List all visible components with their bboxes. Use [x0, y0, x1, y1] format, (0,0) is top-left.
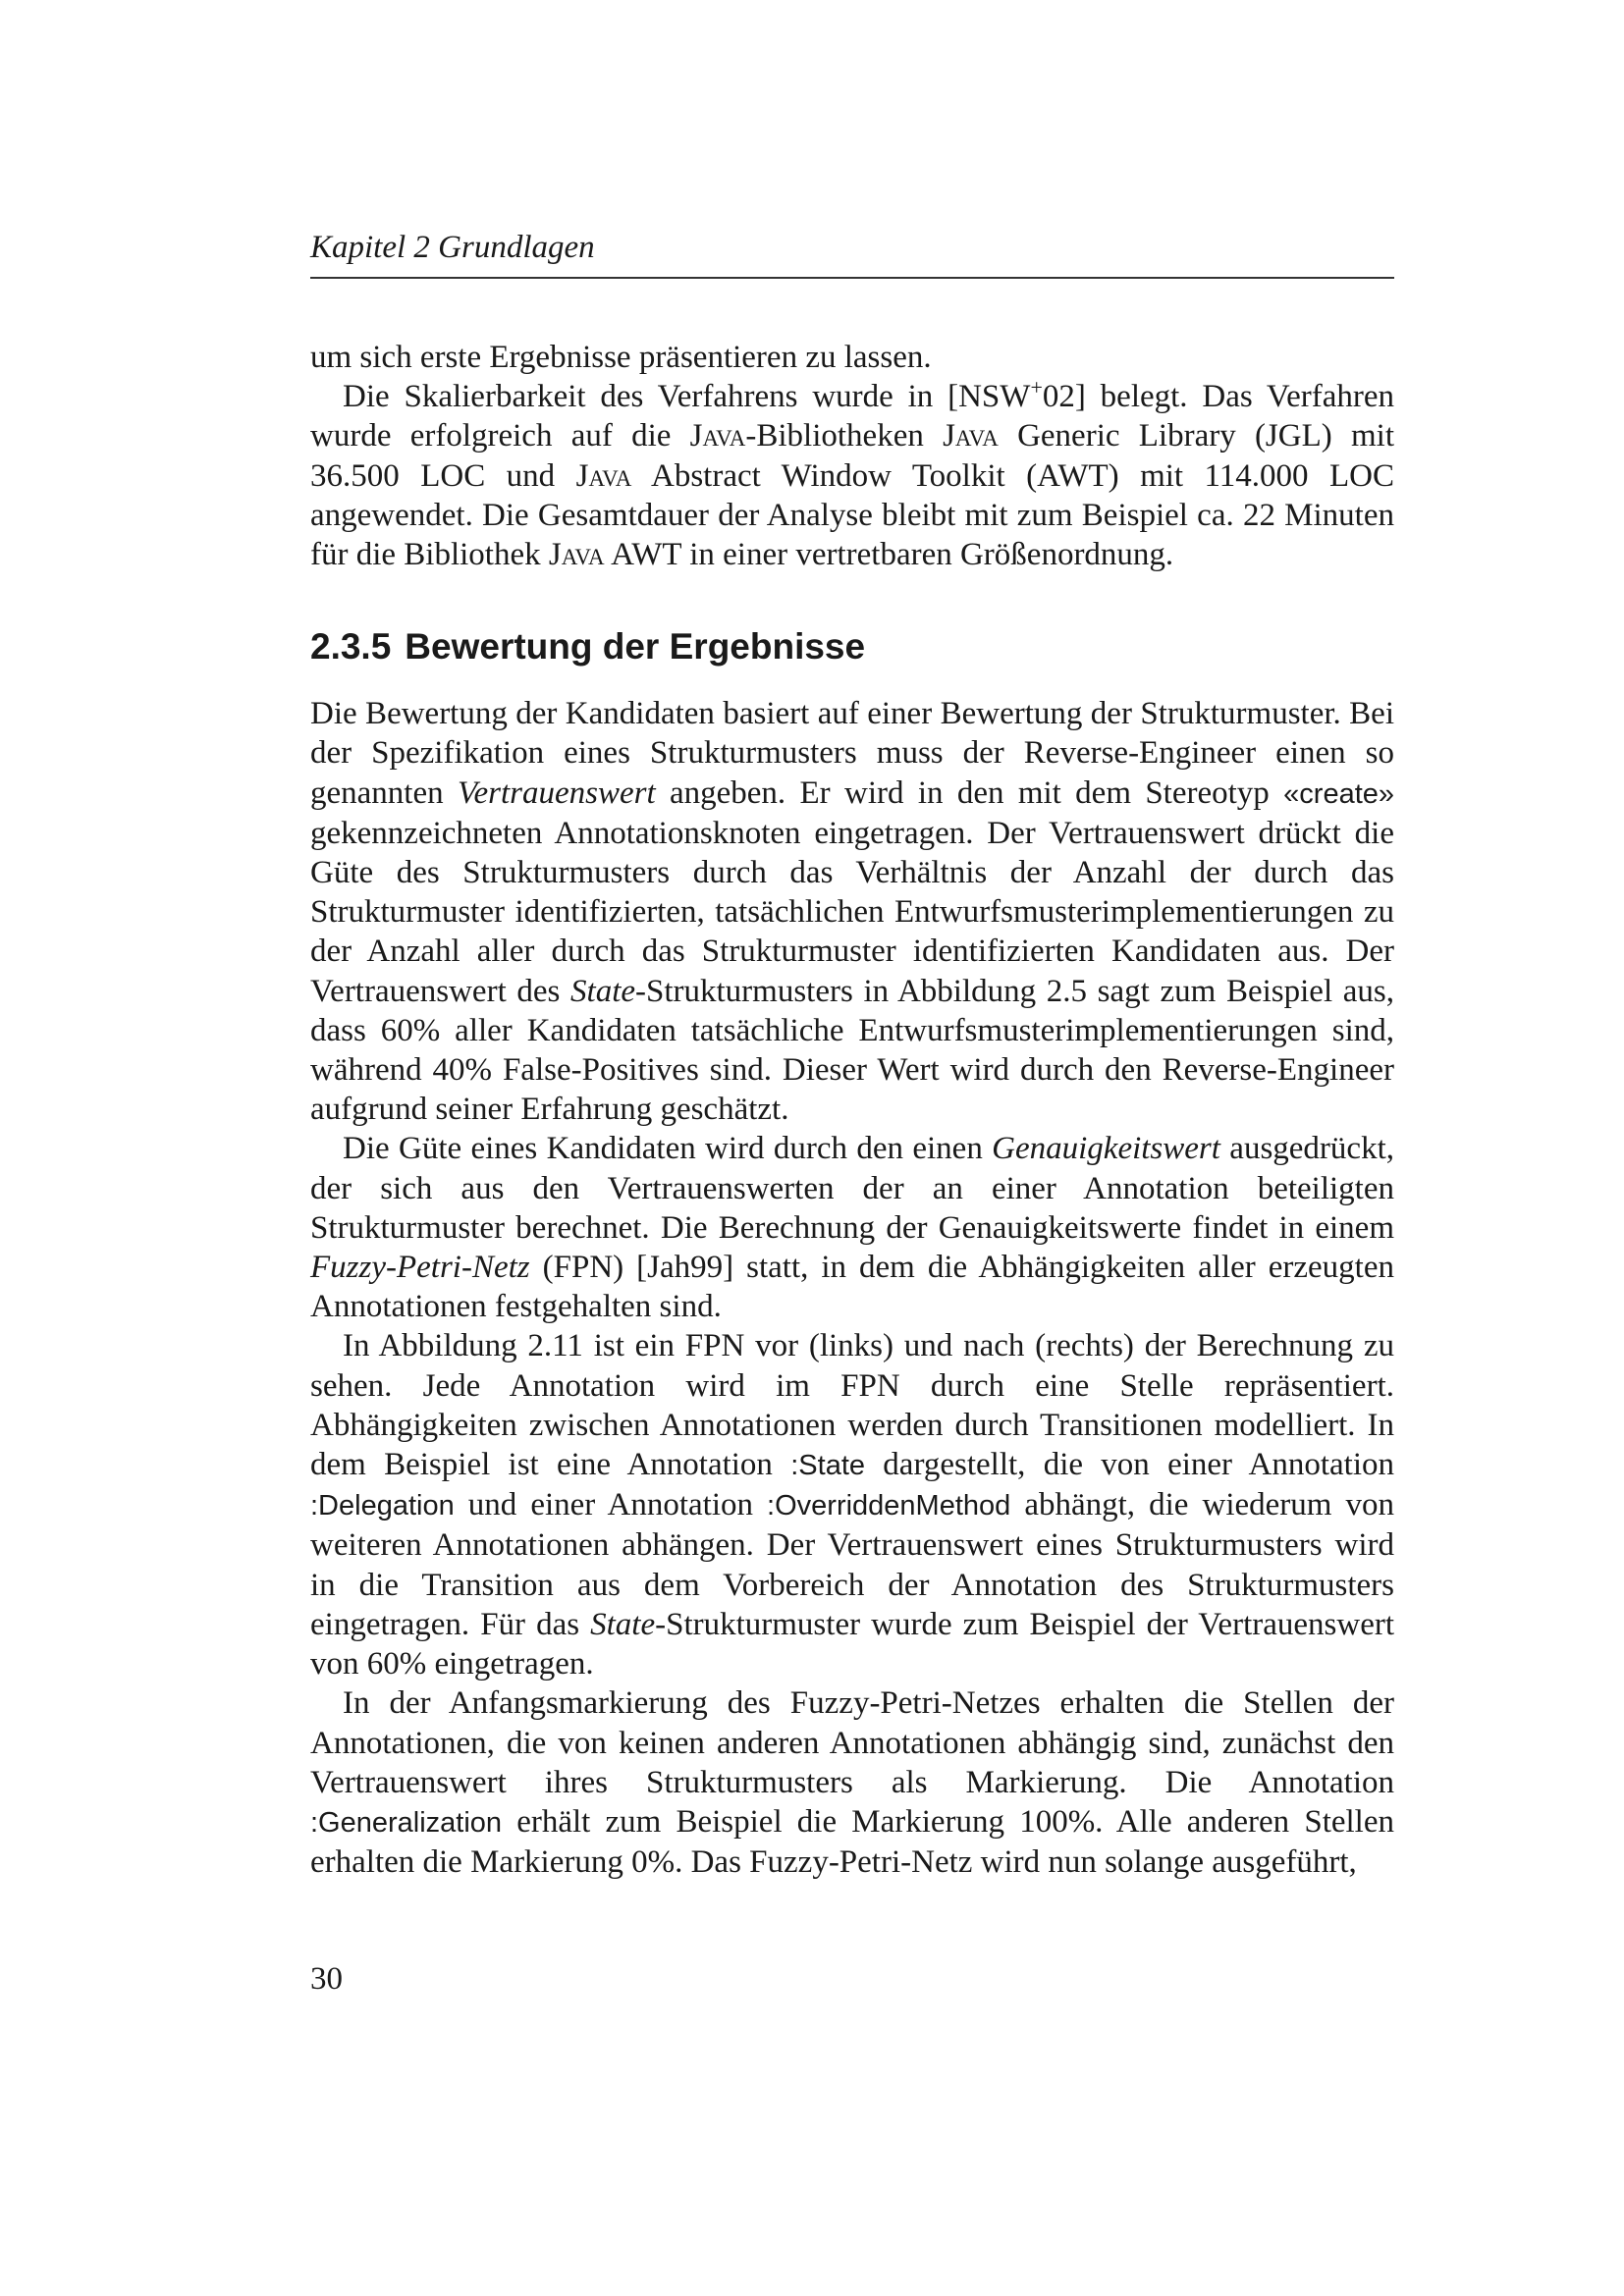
document-page	[310, 0, 1394, 2296]
header-rule	[310, 277, 1394, 279]
running-header: Kapitel 2 Grundlagen	[310, 230, 595, 265]
paragraph-initial-marking: In der Anfangsmarkierung des Fuzzy-Petri-Netzes erhalten die Stellen der Annotationen, die von keinen anderen Annotationen abhängig sind, zunächst den Vertrauenswert ihres Strukturmusters als Markierung. Die Annotation :Generalization erhält zum Beispiel die Markierung 100%. Alle anderen Stellen erhalten die Markierung 0%. Das Fuzzy-Petri-Netz wird nun solange ausgeführt,	[310, 1685, 1394, 1881]
page-number: 30	[310, 1961, 343, 1997]
section-heading	[310, 625, 1394, 668]
paragraph-accuracy: Die Güte eines Kandidaten wird durch den einen Genauigkeitswert ausgedrückt, der sich aus den Vertrauenswerten der an einer Annotation beteiligten Strukturmuster berechnet. Die Berechnung der Genauigkeitswerte findet in einem Fuzzy-Petri-Netz (FPN) [Jah99] statt, in dem die Abhängigkeiten aller erzeugten Annotationen festgehalten sind.	[310, 1131, 1394, 1325]
paragraph-confidence: Die Bewertung der Kandidaten basiert auf einer Bewertung der Strukturmuster. Bei der Spezifikation eines Strukturmusters muss der Reverse-Engineer einen so genannten Vertrauenswert angeben. Er wird in den mit dem Stereotyp «create» gekennzeichneten Annotationsknoten eingetragen. Der Vertrauenswert drückt die Güte des Strukturmusters durch das Verhältnis der Anzahl der durch das Strukturmuster identifizierten, tatsächlichen Entwurfsmusterimplementierungen zu der Anzahl aller durch das Strukturmuster identifizierten Kandidaten aus. Der Vertrauenswert des State-Strukturmusters in Abbildung 2.5 sagt zum Beispiel aus, dass 60% aller Kandidaten tatsächliche Entwurfsmusterimplementierungen sind, während 40% False-Positives sind. Dieser Wert wird durch den Reverse-Engineer aufgrund seiner Erfahrung geschätzt.	[310, 696, 1395, 1128]
paragraph-fpn-example: In Abbildung 2.11 ist ein FPN vor (links) und nach (rechts) der Berechnung zu sehen. Jede Annotation wird im FPN durch eine Stelle repräsentiert. Abhängigkeiten zwischen Annotationen werden durch Transitionen modelliert. In dem Beispiel ist eine Annotation :State dargestellt, die von einer Annotation :Delegation und einer Annotation :OverriddenMethod abhängt, die wiederum von weiteren Annotationen abhängen. Der Vertrauenswert eines Strukturmusters wird in die Transition aus dem Vorbereich der Annotation des Strukturmusters eingetragen. Für das State-Strukturmuster wurde zum Beispiel der Vertrauenswert von 60% eingetragen.	[310, 1328, 1394, 1682]
paragraph-scalability: Die Skalierbarkeit des Verfahrens wurde in [NSW+02] belegt. Das Verfahren wurde erfolgreich auf die Java-Bibliotheken Java Generic Library (JGL) mit 36.500 LOC und Java Abstract Window Toolkit (AWT) mit 114.000 LOC angewendet. Die Gesamtdauer der Analyse bleibt mit zum Beispiel ca. 22 Minuten für die Bibliothek Java AWT in einer vertretbaren Größenordnung.	[310, 375, 1394, 573]
section-title: Bewertung der Ergebnisse	[405, 626, 866, 667]
section-number: 2.3.5	[310, 626, 392, 667]
paragraph-continuation: um sich erste Ergebnisse präsentieren zu lassen.	[310, 340, 932, 375]
page-body	[310, 338, 1394, 1882]
